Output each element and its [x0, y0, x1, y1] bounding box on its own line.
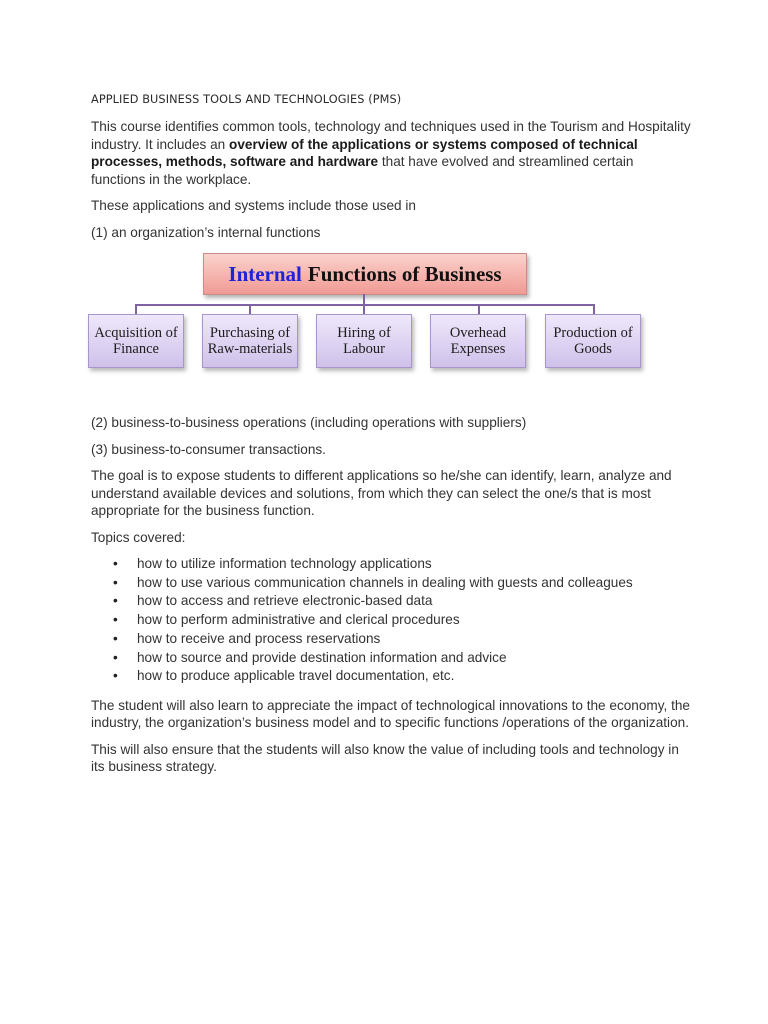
diagram-title-highlight: Internal	[228, 261, 302, 286]
diagram-node-purchasing-raw-materials	[202, 314, 298, 368]
diagram-connector-4	[478, 304, 480, 314]
diagram-title-box	[203, 253, 527, 295]
item-b2c: (3) business-to-consumer transactions.	[91, 441, 326, 457]
topics-list	[91, 555, 691, 686]
intro-paragraph	[91, 118, 691, 188]
diagram-connector-1	[135, 304, 137, 314]
document-heading: APPLIED BUSINESS TOOLS AND TECHNOLOGIES (PMS)	[91, 93, 402, 106]
node-line: Raw-materials	[207, 341, 293, 357]
internal-functions-diagram	[71, 250, 671, 398]
impact-paragraph: The student will also learn to appreciate the impact of technological innovations to the economy, the industry, the organization’s business model and to specific functions /operations of the organization.	[91, 697, 690, 731]
node-line: Hiring of	[337, 325, 391, 341]
list-item: • how to source and provide destination information and advice	[91, 649, 691, 668]
list-item: • how to perform administrative and clerical procedures	[91, 611, 691, 630]
goal-paragraph: The goal is to expose students to different applications so he/she can identify, learn, analyze and understand available devices and solutions, from which they can select the one/s that is most appropriate for the business function.	[91, 468, 672, 518]
node-line: Overhead	[449, 325, 507, 341]
diagram-node-overhead-expenses	[430, 314, 526, 368]
applications-intro: These applications and systems include those used in	[91, 198, 416, 213]
diagram-connector-horizontal	[135, 304, 595, 306]
list-item: • how to receive and process reservations	[91, 630, 691, 649]
diagram-connector-5	[593, 304, 595, 314]
node-line: Finance	[113, 341, 159, 357]
intro-text-1: This course identifies common tools, technology and techniques used in the Tourism and Hospitality industry. It includes an	[91, 119, 691, 152]
node-line: Expenses	[450, 341, 506, 357]
intro-text-2: that have evolved and streamlined certain functions in the workplace.	[91, 154, 634, 187]
diagram-node-acquisition-finance	[88, 314, 184, 368]
item-b2b: (2) business-to-business operations (including operations with suppliers)	[91, 415, 527, 430]
list-item: • how to produce applicable travel documentation, etc.	[91, 667, 691, 686]
document-content	[91, 93, 691, 785]
intro-bold-text: overview of the applications or systems composed of technical processes, methods, software and hardware	[91, 136, 638, 169]
value-paragraph: This will also ensure that the students will also know the value of including tools and technology in its business strategy.	[91, 741, 679, 775]
item-internal-functions: (1) an organization’s internal functions	[91, 224, 321, 240]
list-item: • how to access and retrieve electronic-based data	[91, 592, 691, 611]
topics-label: Topics covered:	[91, 529, 186, 545]
diagram-title-rest: Functions of Business	[307, 261, 502, 286]
node-line: Labour	[343, 341, 385, 357]
node-line: Acquisition of	[94, 325, 178, 341]
diagram-connector-2	[249, 304, 251, 314]
diagram-node-hiring-labour	[316, 314, 412, 368]
node-line: Production of	[553, 325, 633, 341]
list-item: • how to use various communication channels in dealing with guests and colleagues	[91, 574, 691, 593]
list-item: • how to utilize information technology applications	[91, 555, 691, 574]
diagram-node-production-goods	[545, 314, 641, 368]
node-line: Goods	[574, 341, 612, 357]
node-line: Purchasing of	[209, 325, 291, 341]
diagram-connector-3	[363, 304, 365, 314]
